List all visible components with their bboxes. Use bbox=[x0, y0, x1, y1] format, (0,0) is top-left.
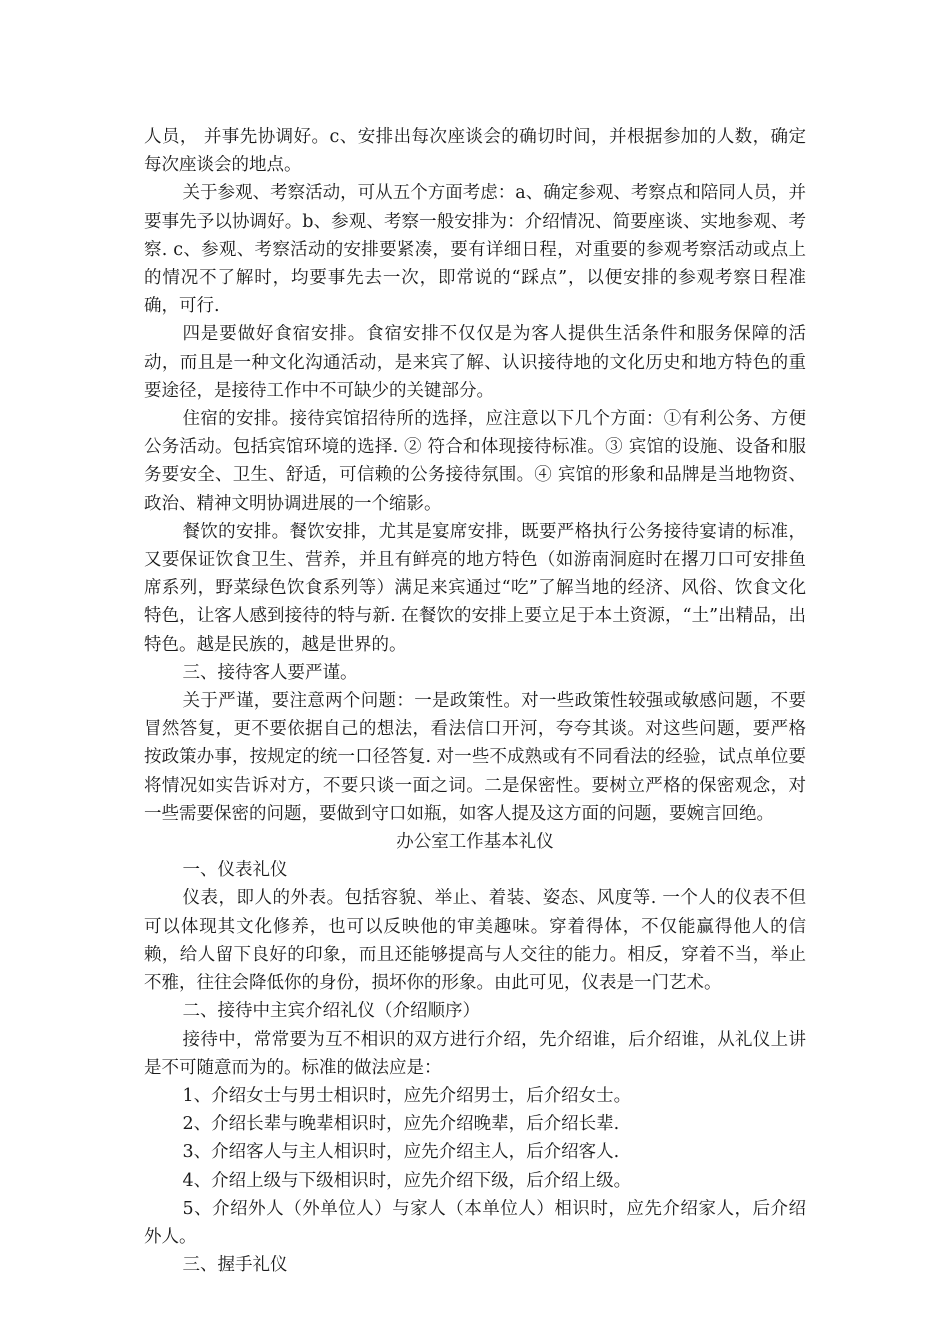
document-body bbox=[144, 123, 806, 1279]
paragraph-seminar-arrangement: 人员， 并事先协调好。c、安排出每次座谈会的确切时间，并根据参加的人数，确定每次座谈会的地点。 bbox=[144, 127, 806, 176]
paragraph-rigor-policy-secrecy: 关于严谨，要注意两个问题：一是政策性。对一些政策性较强或敏感问题，不要冒然答复，更不要依据自己的想法，看法信口开河，夸夸其谈。对这些问题，要严格按政策办事，按规定的统一口径答复. 对一些不成熟或有不同看法的经验，试点单位要将情况如实告诉对方，不要只谈一面之词。二是保密性。要树立严格的保密观念，对一些需要保密的问题，要做到守口如瓶，如客人提及这方面的问题，要婉言回绝。 bbox=[144, 691, 806, 824]
paragraph-visit-inspection: 关于参观、考察活动，可从五个方面考虑：a、确定参观、考察点和陪同人员，并要事先予以协调好。b、参观、考察一般安排为：介绍情况、简要座谈、实地参观、考察. c、参观、考察活动的安排要紧凑，要有详细日程，对重要的参观考察活动或点上的情况不了解时，均要事先去一次，即常说的“踩点”，以便安排的参观考察日程准确，可行. bbox=[144, 183, 806, 317]
section-title-office-etiquette: 办公室工作基本礼仪 bbox=[396, 832, 554, 853]
list-item-introduction-5: 5、介绍外人（外单位人）与家人（本单位人）相识时，应先介绍家人，后介绍外人。 bbox=[144, 1198, 806, 1247]
list-item-introduction-3: 3、介绍客人与主人相识时，应先介绍主人，后介绍客人. bbox=[182, 1142, 620, 1163]
list-item-introduction-1: 1、介绍女士与男士相识时，应先介绍男士，后介绍女士。 bbox=[182, 1085, 632, 1106]
heading-rigorous-reception: 三、接待客人要严谨。 bbox=[182, 662, 358, 683]
paragraph-lodging-arrangement: 住宿的安排。接待宾馆招待所的选择，应注意以下几个方面：①有利公务、方便公务活动。包括宾馆环境的选择. ② 符合和体现接待标准。③ 宾馆的设施、设备和服务要安全、卫生、舒适，可信赖的公务接待氛围。④ 宾馆的形象和品牌是当地物资、政治、精神文明协调进展的一个缩影。 bbox=[144, 409, 806, 514]
paragraph-food-lodging: 四是要做好食宿安排。食宿安排不仅仅是为客人提供生活条件和服务保障的活动，而且是一种文化沟通活动，是来宾了解、认识接待地的文化历史和地方特色的重要途径，是接待工作中不可缺少的关键部分。 bbox=[144, 324, 806, 401]
paragraph-introduction-intro: 接待中，常常要为互不相识的双方进行介绍，先介绍谁，后介绍谁，从礼仪上讲是不可随意而为的。标准的做法应是： bbox=[144, 1029, 806, 1078]
paragraph-appearance: 仪表，即人的外表。包括容貌、举止、着装、姿态、风度等. 一个人的仪表不但可以体现其文化修养，也可以反映他的审美趣味。穿着得体，不仅能赢得他人的信赖，给人留下良好的印象，而且还能够提高与人交往的能力。相反，穿着不当，举止不雅，往往会降低你的身份，损坏你的形象。由此可见，仪表是一门艺术。 bbox=[144, 888, 806, 994]
heading-handshake-etiquette: 三、握手礼仪 bbox=[182, 1255, 288, 1276]
list-item-introduction-2: 2、介绍长辈与晚辈相识时，应先介绍晚辈，后介绍长辈. bbox=[182, 1114, 620, 1135]
paragraph-dining-arrangement: 餐饮的安排。餐饮安排，尤其是宴席安排，既要严格执行公务接待宴请的标准，又要保证饮食卫生、营养，并且有鲜亮的地方特色（如游南洞庭时在撂刀口可安排鱼席系列，野菜绿色饮食系列等）满足来宾通过“吃”了解当地的经济、风俗、饮食文化特色，让客人感到接待的特与新. 在餐饮的安排上要立足于本土资源，“土”出精品，出特色。越是民族的，越是世界的。 bbox=[144, 521, 806, 655]
heading-introduction-etiquette: 二、接待中主宾介绍礼仪（介绍顺序） bbox=[182, 1001, 480, 1022]
list-item-introduction-4: 4、介绍上级与下级相识时，应先介绍下级，后介绍上级。 bbox=[182, 1170, 632, 1191]
heading-appearance-etiquette: 一、仪表礼仪 bbox=[182, 860, 288, 881]
